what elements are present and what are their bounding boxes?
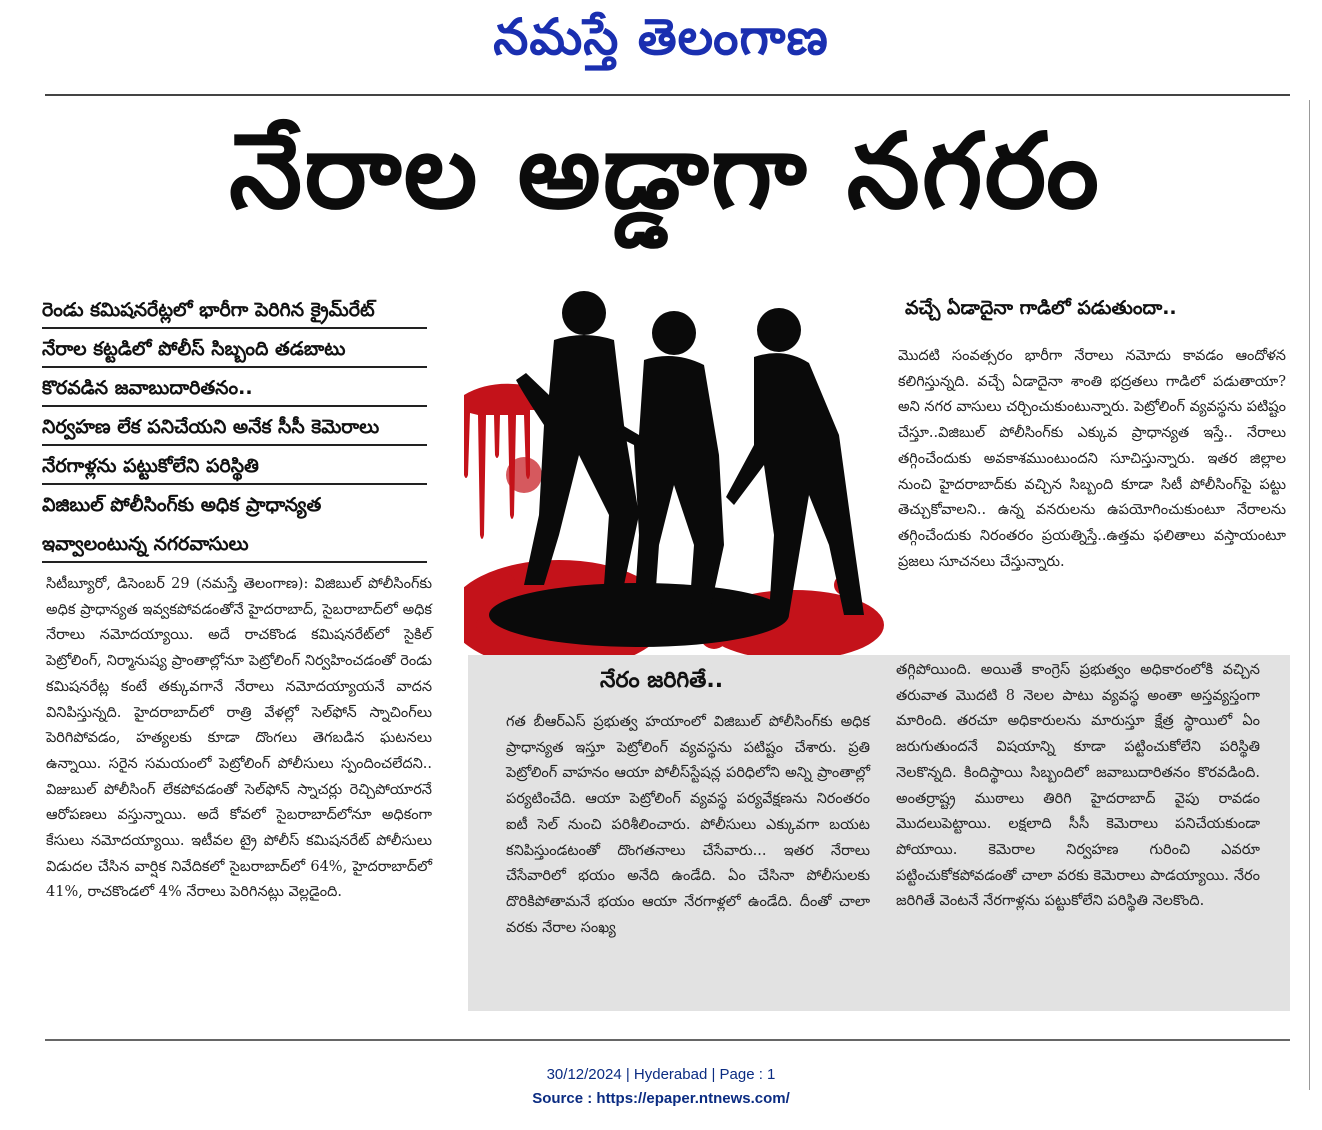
sidebar-box-title: నేరం జరిగితే.. bbox=[600, 668, 724, 693]
article-body-right: మొదటి సంవత్సరం భారీగా నేరాలు నమోదు కావడం ఆందోళన కలిగిస్తున్నది. వచ్చే ఏడాదైనా శాంతి భద్రతలు గాడిలో పడుతాయా? అని నగర వాసులు చర్చించుకుంటున్నారు. పెట్రోలింగ్ వ్యవస్థను పటిష్టం చేస్తూ..విజిబుల్ పోలీసింగ్‌కు ఎక్కువ ప్రాధాన్యత ఇస్తే.. నేరాలు తగ్గించేందుకు అవకాశముంటుందని సూచిస్తున్నారు. ఇతర జిల్లాల నుంచి హైదరాబాద్‌కు వచ్చిన సిబ్బంది కూడా సిటీ పోలీసింగ్‌పై పట్టు తెచ్చుకోవాలని.. ఉన్న వనరులను ఉపయోగించుకుంటూ నేరాలను తగ్గించేందుకు నిరంతరం ప్రయత్నిస్తే..ఉత్తమ ఫలితాలు వస్తాయంటూ ప్రజలు సూచనలు చేస్తున్నారు. bbox=[898, 348, 1286, 570]
article-body-left: సిటీబ్యూరో, డిసెంబర్ 29 (నమస్తే తెలంగాణ): విజిబుల్ పోలీసింగ్‌కు అధిక ప్రాధాన్యత ఇవ్వకపోవడంతోనే హైదరాబాద్, సైబరాబాద్‌లో అధిక నేరాలు నమోదయ్యాయి. అదే రాచకొండ కమిషనరేట్‌లో సైకిల్ పెట్రోలింగ్, నిర్మానుష్య ప్రాంతాల్లోనూ పెట్రోలింగ్ నిర్వహించడంతో రెండు కమిషనరేట్ల కంటే తక్కువగానే నేరాలు నమోదయ్యాయనే వాదన వినిపిస్తున్నది. హైదరాబాద్‌లో రాత్రి వేళల్లో సెల్‌ఫోన్ స్నాచింగ్‌లు పెరిగిపోవడం, హత్యలకు కూడా దొంగలు తెగబడిన ఘటనలు ఉన్నాయి. సరైన సమయంలో పెట్రోలింగ్ పోలీసులు స్పందించలేదని.. విజుబుల్ పోలీసింగ్ లేకపోవడంతో సెల్‌ఫోన్ స్నాచర్లు రెచ్చిపోయారనే ఆరోపణలు వస్తున్నాయి. అదే కోవలో సైబరాబాద్‌లోనూ అధికంగా కేసులు నమోదయ్యాయి. ఇటీవల ట్రై పోలీస్ కమిషనరేట్ పోలీసులు విడుదల చేసిన వార్షిక నివేదికలో సైబరాబాద్‌లో 64%, హైదరాబాద్‌లో 41%, రాచకొండలో 4% నేరాలు పెరిగినట్లు వెల్లడైంది. bbox=[46, 576, 432, 901]
masthead-logo: నమస్తే తెలంగాణ bbox=[493, 8, 829, 66]
highlight-7: ఇవ్వాలంటున్న నగరవాసులు bbox=[42, 529, 427, 563]
footer-source-link[interactable]: Source : https://epaper.ntnews.com/ bbox=[532, 1090, 790, 1107]
headline: నేరాల అడ్డాగా నగరం bbox=[229, 110, 1101, 232]
highlight-3: కొరవడిన జవాబుదారితనం.. bbox=[42, 373, 427, 407]
sidebar-box-column-2: తగ్గిపోయింది. అయితే కాంగ్రెస్ ప్రభుత్వం అధికారంలోకి వచ్చిన తరువాత మొదటి 8 నెలల పాటు వ్యవస్థ అంతా అస్తవ్యస్తంగా మారింది. తరచూ అధికారులను మారుస్తూ క్షేత్ర స్థాయిలో ఏం జరుగుతుందనే విషయాన్ని కూడా పట్టించుకోలేని పరిస్థితి నెలకొన్నది. కిందిస్థాయి సిబ్బందిలో జవాబుదారితనం కొరవడింది. అంతర్రాష్ట్ర ముఠాలు తిరిగి హైదరాబాద్ వైపు రావడం మొదలుపెట్టాయి. లక్షలాది సీసీ కెమెరాలు పనిచేయకుండా పోయాయి. కెమెరాల నిర్వహణ గురించి ఎవరూ పట్టించుకోకపోవడంతో చాలా వరకు కెమెరాలు పాడయ్యాయి. నేరం జరిగితే వెంటనే నేరగాళ్లను పట్టుకోలేని పరిస్థితి నెలకొంది. bbox=[896, 662, 1260, 910]
bottom-rule bbox=[45, 1039, 1290, 1041]
subhead-right: వచ్చే ఏడాదైనా గాడిలో పడుతుందా.. bbox=[905, 297, 1177, 319]
highlight-1: రెండు కమిషనరేట్లలో భారీగా పెరిగిన క్రైమ్‌రేట్ bbox=[42, 295, 427, 329]
footer-date-line: 30/12/2024 | Hyderabad | Page : 1 bbox=[546, 1066, 776, 1083]
highlight-6: విజిబుల్ పోలీసింగ్‌కు అధిక ప్రాధాన్యత bbox=[42, 494, 322, 516]
sidebar-box-column-1: గత బీఆర్‌ఎస్ ప్రభుత్వ హయాంలో విజిబుల్ పోలీసింగ్‌కు అధిక ప్రాధాన్యత ఇస్తూ పెట్రోలింగ్ వ్యవస్థను పటిష్టం చేశారు. ప్రతి పెట్రోలింగ్ వాహనం ఆయా పోలీస్‌స్టేషన్ల పరిధిలోని అన్ని ప్రాంతాల్లో పర్యటించేది. ఆయా పెట్రోలింగ్ వ్యవస్థ పర్యవేక్షణను నిరంతరం ఐటీ సెల్ నుంచి పరిశీలించారు. పోలీసులు ఎక్కువగా బయట కనిపిస్తుండటంతో దొంగతనాలు చేసేవారు... ఇతర నేరాలు చేసేవారిలో భయం అనేది ఉండేది. ఏం చేసినా పోలీసులకు దొరికిపోతామనే భయం ఆయా నేరగాళ్లలో ఉండేది. దీంతో చాలా వరకు నేరాల సంఖ్య bbox=[506, 714, 870, 936]
top-rule bbox=[45, 94, 1290, 96]
highlight-5: నేరగాళ్లను పట్టుకోలేని పరిస్థితి bbox=[42, 451, 427, 485]
highlight-2: నేరాల కట్టడిలో పోలీస్ సిబ్బంది తడబాటు bbox=[42, 334, 427, 368]
highlight-4: నిర్వహణ లేక పనిచేయని అనేక సీసీ కెమెరాలు bbox=[42, 412, 427, 446]
crime-illustration bbox=[464, 285, 894, 657]
